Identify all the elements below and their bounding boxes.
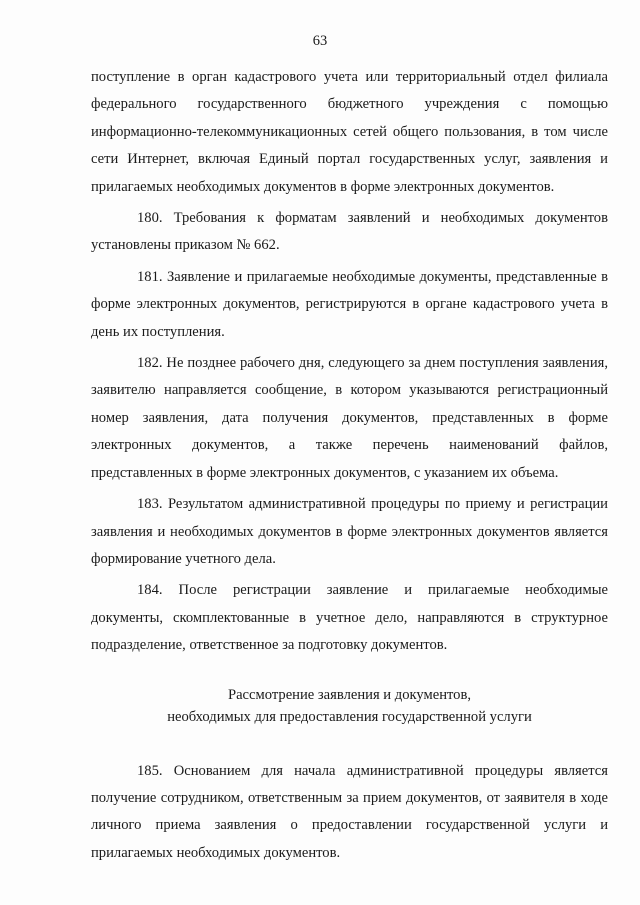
- paragraph-185: 185. Основанием для начала административной процедуры является получение сотрудником, ответственным за прием документов, от заявителя в ходе личного приема заявления о предоставлении государственной услуги и прилагаемых необходимых документов.: [91, 762, 608, 861]
- section-heading: [91, 684, 608, 728]
- paragraph-183: 183. Результатом административной процедуры по приему и регистрации заявления и необходимых документов в форме электронных документов является формирование учетного дела.: [91, 496, 608, 567]
- document-body: [91, 64, 608, 871]
- paragraph-184: 184. После регистрации заявление и прилагаемые необходимые документы, скомплектованные в учетное дело, направляются в структурное подразделение, ответственное за подготовку документов.: [91, 582, 608, 654]
- page-number: 63: [312, 33, 328, 49]
- paragraph-continuation: поступление в орган кадастрового учета или территориальный отдел филиала федерального государственного бюджетного учреждения с помощью информационно-телекоммуникационных сетей общего пользования, в том числе сети Интернет, включая Единый портал государственных услуг, заявления и прилагаемых необходимых документов в форме электронных документов.: [91, 69, 608, 195]
- section-heading-line-2: необходимых для предоставления государственной услуги: [167, 708, 532, 725]
- paragraph-182: 182. Не позднее рабочего дня, следующего за днем поступления заявления, заявителю направляется сообщение, в котором указываются регистрационный номер заявления, дата получения документов, представленных в форме электронных документов, а также перечень наименований файлов, представленных в форме электронных документов, с указанием их объема.: [91, 355, 608, 481]
- section-heading-line-1: Рассмотрение заявления и документов,: [227, 686, 472, 703]
- paragraph-181: 181. Заявление и прилагаемые необходимые документы, представленные в форме электронных документов, регистрируются в органе кадастрового учета в день их поступления.: [91, 268, 608, 340]
- paragraph-180: 180. Требования к форматам заявлений и необходимых документов установлены приказом № 662.: [91, 210, 608, 254]
